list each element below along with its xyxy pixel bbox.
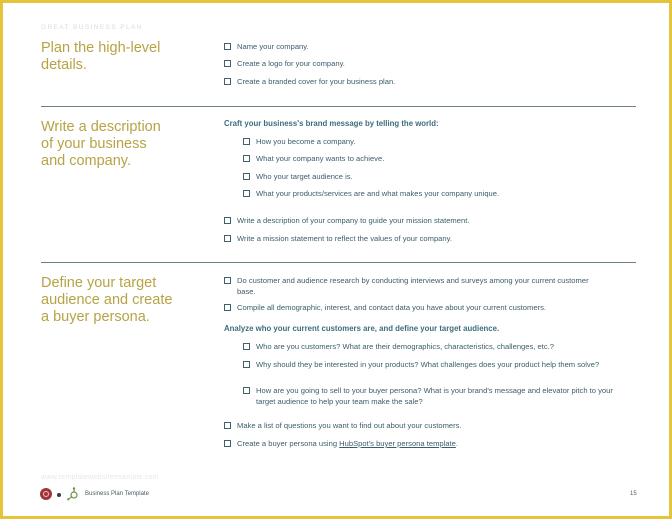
checkbox[interactable] (224, 304, 231, 311)
checklist-item-label: Who are you customers? What are their demographics, characteristics, challenges, etc.? (256, 342, 554, 351)
bullet-dot-icon (57, 493, 61, 497)
checklist-item[interactable] (243, 386, 613, 407)
subheading-analyze-customers: Analyze who your current customers are, and define your target audience. (224, 324, 500, 333)
checkbox[interactable] (224, 422, 231, 429)
section-heading-plan-details: Plan the high-level details. (41, 40, 161, 73)
checklist-item-text: Create a buyer persona using (237, 439, 338, 448)
brand-logo-icon (40, 488, 52, 500)
checklist-item[interactable] (224, 234, 452, 245)
checklist-item-label (237, 439, 458, 450)
checklist-item-label: How are you going to sell to your buyer persona? What is your brand's message and elevator pitch to your target audience to help your team make the sale? (256, 386, 613, 406)
checklist-item[interactable] (224, 59, 345, 70)
section-heading-description: Write a description of your business and company. (41, 119, 161, 169)
checklist-item[interactable] (224, 77, 395, 88)
footer-doc-title: Business Plan Template (85, 491, 149, 497)
checklist-item-label: What your products/services are and what makes your company unique. (256, 189, 500, 198)
checklist-item-suffix: . (455, 439, 458, 448)
checkbox[interactable] (243, 155, 250, 162)
page-number: 15 (630, 491, 637, 497)
checklist-item[interactable] (243, 137, 355, 148)
checklist-item[interactable] (243, 342, 618, 353)
checkbox[interactable] (224, 235, 231, 242)
checkbox[interactable] (224, 60, 231, 67)
checkbox[interactable] (243, 138, 250, 145)
checklist-item-label: Name your company. (237, 42, 309, 51)
checklist-item[interactable] (243, 154, 384, 165)
checklist-item[interactable] (224, 439, 458, 450)
checklist-item[interactable] (243, 172, 353, 183)
buyer-persona-template-link[interactable]: HubSpot's buyer persona template (339, 439, 456, 448)
checkbox[interactable] (224, 43, 231, 50)
checkbox[interactable] (243, 387, 250, 394)
checkbox[interactable] (224, 440, 231, 447)
checklist-item[interactable] (224, 276, 609, 297)
section-divider (41, 106, 636, 107)
section-divider (41, 262, 636, 263)
checkbox[interactable] (224, 277, 231, 284)
subheading-brand-message: Craft your business's brand message by telling the world: (224, 119, 439, 128)
checklist-item-label: Who your target audience is. (256, 172, 353, 181)
checkbox[interactable] (224, 217, 231, 224)
watermark-url: www.templatewebsiteexample.com (41, 474, 159, 481)
checklist-item[interactable] (224, 42, 309, 53)
checklist-item-label: How you become a company. (256, 137, 356, 146)
checklist-item-label: Write a mission statement to reflect the values of your company. (237, 234, 452, 243)
checklist-item[interactable] (243, 189, 499, 200)
checklist-item-label: Compile all demographic, interest, and contact data you have about your current customers. (237, 303, 546, 312)
checklist-item[interactable] (224, 303, 546, 314)
checkbox[interactable] (243, 190, 250, 197)
checklist-item[interactable] (224, 421, 462, 432)
checklist-item-label: Why should they be interested in your products? What challenges does your product help them solve? (256, 360, 600, 369)
checklist-item-label: What your company wants to achieve. (256, 154, 385, 163)
checklist-item[interactable] (243, 360, 623, 371)
checkbox[interactable] (243, 173, 250, 180)
checklist-item-label: Create a branded cover for your business plan. (237, 77, 396, 86)
hubspot-sprocket-icon (66, 487, 80, 501)
checklist-item-label: Do customer and audience research by conducting interviews and surveys among your current customer base. (237, 276, 589, 296)
section-heading-target-audience: Define your target audience and create a buyer persona. (41, 275, 173, 325)
checkbox[interactable] (243, 361, 250, 368)
checkbox[interactable] (224, 78, 231, 85)
checklist-item-label: Make a list of questions you want to find out about your customers. (237, 421, 462, 430)
checkbox[interactable] (243, 343, 250, 350)
checklist-item-label: Create a logo for your company. (237, 59, 345, 68)
checklist-item-label: Write a description of your company to guide your mission statement. (237, 216, 470, 225)
section-eyebrow: GREAT BUSINESS PLAN (41, 24, 143, 31)
checklist-item[interactable] (224, 216, 469, 227)
